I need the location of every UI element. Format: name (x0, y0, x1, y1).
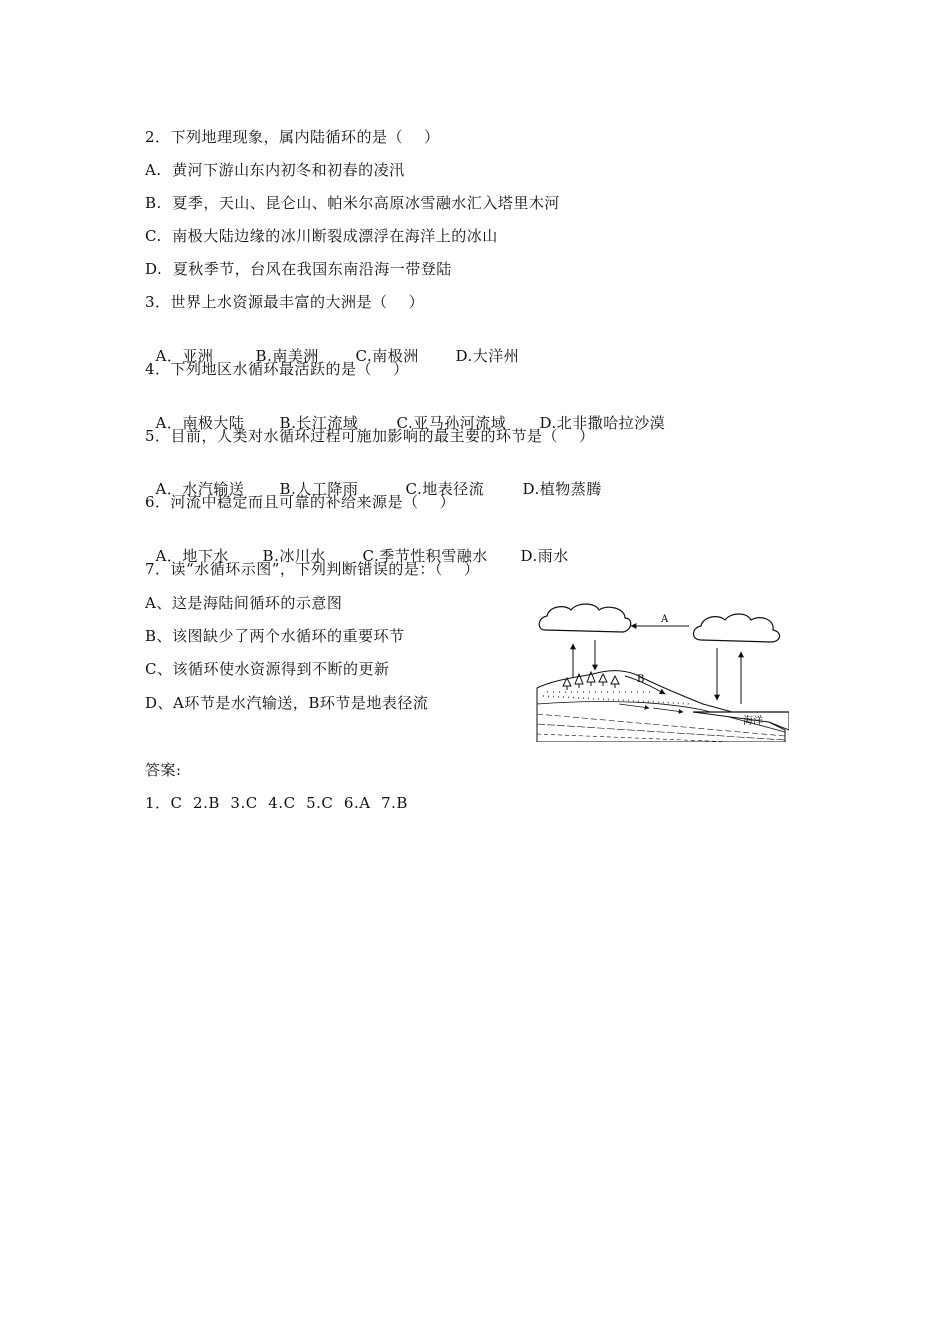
question-4-option-c: C.亚马孙河流域 (396, 414, 507, 432)
question-2-option-d: D. 夏秋季节，台风在我国东南沿海一带登陆 (145, 260, 452, 278)
question-6-option-a: A．地下水 (155, 547, 229, 565)
question-3-option-b: B.南美洲 (255, 347, 319, 365)
answers-line: 1．C 2.B 3.C 4.C 5.C 6.A 7.B (145, 794, 408, 812)
label-ocean: 海洋 (743, 716, 763, 727)
water-cycle-diagram (533, 600, 789, 742)
question-5-option-b: B.人工降雨 (279, 480, 359, 498)
question-4-stem: 4．下列地区水循环最活跃的是（ ） (145, 360, 409, 378)
question-3-stem: 3．世界上水资源最丰富的大洲是（ ） (145, 293, 425, 311)
question-7-option-a: A、这是海陆间循环的示意图 (145, 594, 343, 612)
question-2-option-b: B. 夏季，天山、昆仑山、帕米尔高原冰雪融水汇入塔里木河 (145, 194, 560, 212)
question-2-option-c: C. 南极大陆边缘的冰川断裂成漂浮在海洋上的冰山 (145, 227, 498, 245)
cloud-right-icon (694, 614, 780, 642)
question-5-stem: 5．目前，人类对水循环过程可施加影响的最主要的环节是（ ） (145, 427, 595, 445)
question-7-option-d: D、A环节是水汽输送，B环节是地表径流 (145, 694, 429, 712)
label-a: A (661, 614, 669, 625)
question-7-stem: 7．读“水循环示图”，下列判断错误的是：（ ） (145, 560, 480, 578)
question-2-option-a: A. 黄河下游山东内初冬和初春的凌汛 (145, 161, 405, 179)
question-7-option-c: C、该循环使水资源得到不断的更新 (145, 660, 390, 678)
question-5-option-a: A．水汽输送 (155, 480, 245, 498)
question-6-stem: 6．河流中稳定而且可靠的补给来源是（ ） (145, 493, 456, 511)
question-4-option-a: A．南极大陆 (155, 414, 245, 432)
question-4-option-d: D.北非撒哈拉沙漠 (539, 414, 666, 432)
cloud-left-icon (539, 604, 631, 632)
label-b: B (637, 674, 645, 685)
question-3-option-d: D.大洋州 (455, 347, 520, 365)
question-3-option-c: C.南极洲 (355, 347, 419, 365)
question-6-option-c: C.季节性积雪融水 (362, 547, 488, 565)
question-3-option-a: A．亚洲 (155, 347, 214, 365)
question-4-option-b: B.长江流域 (279, 414, 359, 432)
question-7-option-b: B、该图缺少了两个水循环的重要环节 (145, 627, 405, 645)
question-5-option-d: D.植物蒸腾 (522, 480, 602, 498)
land-mass (537, 671, 785, 742)
question-6-option-d: D.雨水 (520, 547, 569, 565)
answers-title: 答案: (145, 761, 182, 779)
question-2-stem: 2．下列地理现象，属内陆循环的是（ ） (145, 128, 440, 146)
question-6-option-b: B.冰川水 (262, 547, 326, 565)
question-5-option-c: C.地表径流 (405, 480, 485, 498)
